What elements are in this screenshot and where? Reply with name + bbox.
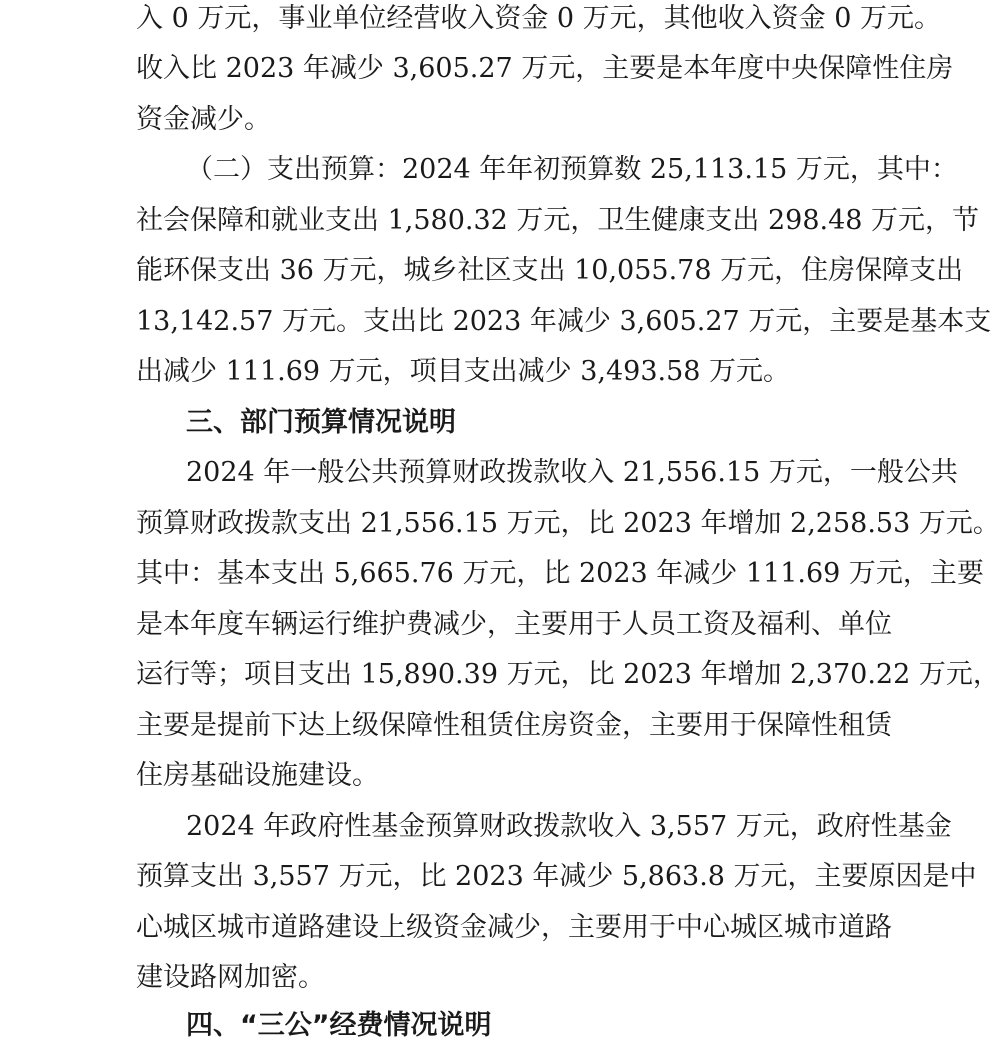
text-line: 运行等；项目支出 15,890.39 万元，比 2023 年增加 2,370.22 万元， xyxy=(136,659,1000,690)
text-line: 收入比 2023 年减少 3,605.27 万元，主要是本年度中央保障性住房 xyxy=(136,53,954,84)
text-line: 能环保支出 36 万元，城乡社区支出 10,055.78 万元，住房保障支出 xyxy=(136,255,964,286)
text-line: 主要是提前下达上级保障性租赁住房资金，主要用于保障性租赁 xyxy=(136,710,892,741)
text-line: 社会保障和就业支出 1,580.32 万元，卫生健康支出 298.48 万元，节 xyxy=(136,205,980,236)
section-heading: 四、“三公”经费情况说明 xyxy=(186,1010,492,1041)
text-line: 预算支出 3,557 万元，比 2023 年减少 5,863.8 万元，主要原因是中 xyxy=(136,861,977,892)
text-line: 是本年度车辆运行维护费减少，主要用于人员工资及福利、单位 xyxy=(136,609,892,640)
text-line: 资金减少。 xyxy=(136,104,271,135)
text-line: 2024 年政府性基金预算财政拨款收入 3,557 万元，政府性基金 xyxy=(186,811,952,842)
text-line: 心城区城市道路建设上级资金减少，主要用于中心城区城市道路 xyxy=(136,912,892,943)
text-line: 入 0 万元，事业单位经营收入资金 0 万元，其他收入资金 0 万元。 xyxy=(136,3,942,34)
text-line: 住房基础设施建设。 xyxy=(136,760,379,791)
text-line: 出减少 111.69 万元，项目支出减少 3,493.58 万元。 xyxy=(136,356,791,387)
text-line: 其中：基本支出 5,665.76 万元，比 2023 年减少 111.69 万元，主要 xyxy=(136,558,984,589)
section-heading: 三、部门预算情况说明 xyxy=(186,407,456,438)
text-line: 13,142.57 万元。支出比 2023 年减少 3,605.27 万元，主要是基本支 xyxy=(136,306,992,337)
section-subheading-line: （二）支出预算：2024 年年初预算数 25,113.15 万元，其中： xyxy=(186,154,958,185)
text-line: 建设路网加密。 xyxy=(136,962,325,993)
text-line: 预算财政拨款支出 21,556.15 万元，比 2023 年增加 2,258.53 万元。 xyxy=(136,508,1000,539)
text-line: 2024 年一般公共预算财政拨款收入 21,556.15 万元，一般公共 xyxy=(186,457,958,488)
